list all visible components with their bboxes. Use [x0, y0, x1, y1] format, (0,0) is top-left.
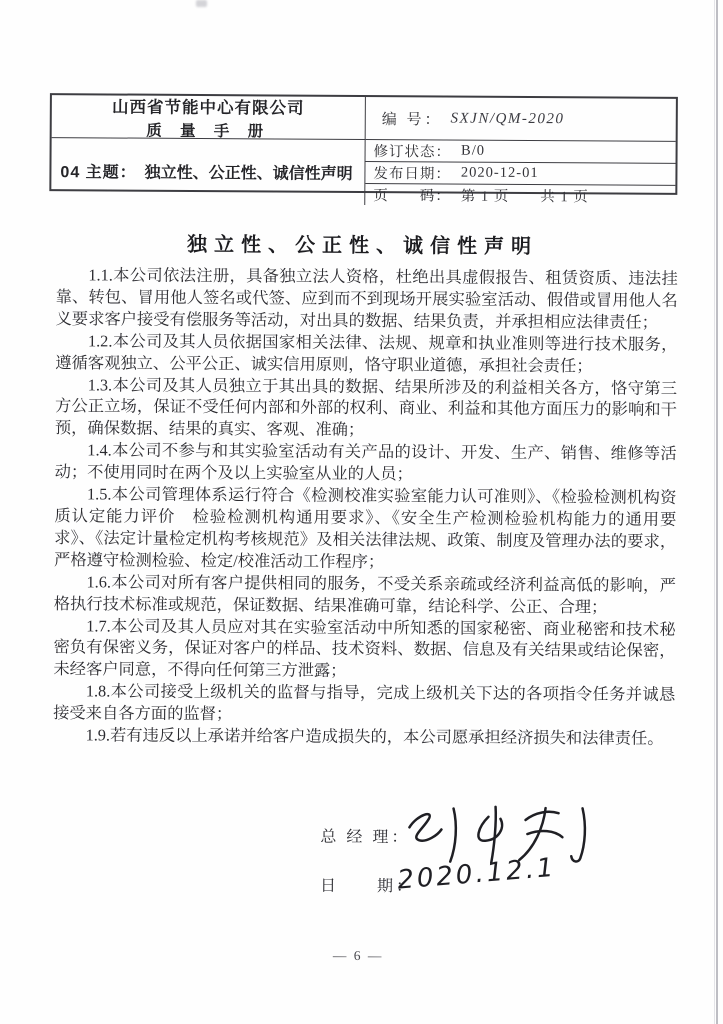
revision-status-row: [366, 140, 676, 164]
manual-title: 质 量 手 册: [146, 122, 271, 140]
header-company-cell: [52, 95, 366, 140]
revision-status-value: B/0: [461, 142, 486, 159]
declaration-paragraph-2: 1.2.本公司及其人员依据国家相关法律、法规、规章和执业准则等进行技术服务，遵循客观独立、公平公正、诚实信用原则，恪守职业道德，承担社会责任；: [55, 331, 678, 376]
doc-no-value: SXJN/QM-2020: [450, 110, 565, 127]
revision-status-label: 修订状态：: [373, 144, 452, 161]
page-code-value: 第 1 页 共 1 页: [460, 188, 589, 206]
declaration-paragraph-9: 1.9.若有违反以上承诺并给客户造成损失的，本公司愿承担经济损失和法律责任。: [85, 725, 664, 748]
doc-no-label: 编 号：: [381, 111, 443, 128]
page-code-label: 页 码：: [373, 188, 451, 205]
general-manager-label: 总 经 理：: [320, 828, 411, 847]
declaration-paragraph-8: 1.8.本公司接受上级机关的监督与指导，完成上级机关下达的各项指令任务并诚恳接受来自各方面的监督；: [53, 681, 676, 724]
declaration-paragraph-4: 1.4.本公司不参与和其实验室活动有关产品的设计、开发、生产、销售、维修等活动；不使用同时在两个及以上实验室从业的人员；: [54, 440, 677, 484]
topic-label: 04 主题：: [60, 164, 137, 182]
release-date-row: [365, 162, 675, 186]
page-number: — 6 —: [332, 947, 384, 964]
declaration-paragraph-6: 1.6.本公司对所有客户提供相同的服务，不受关系亲疏或经济利益高低的影响，严格执行技术标准或规范，保证数据、结果准确可靠，结论科学、公正、合理；: [53, 572, 676, 617]
header-topic-cell: [51, 138, 365, 205]
document-title: 独立性、公正性、诚信性声明: [186, 233, 539, 259]
declaration-body: [53, 264, 678, 750]
release-date-value: 2020-12-01: [460, 164, 539, 182]
date-handwriting: 2020.12.1: [396, 852, 558, 896]
company-name: 山西省节能中心有限公司: [112, 97, 305, 118]
header-docno-cell: [366, 97, 676, 142]
scan-edge-line-soft: [714, 0, 715, 1024]
page-code-row: [365, 184, 675, 207]
declaration-paragraph-1: 1.1.本公司依法注册，具备独立法人资格，杜绝出具虚假报告、租赁资质、违法挂靠、转包、冒用他人签名或代签、应到而不到现场开展实验室活动、假借或冒用他人名义要求客户接受有偿服务等活动，对出具的数据、结果负责，并承担相应法律责任；: [55, 265, 678, 332]
date-label: 日 期：: [320, 877, 416, 896]
declaration-paragraph-7: 1.7.本公司及其人员应对其在实验室活动中所知悉的国家秘密、商业秘密和技术秘密负有保密义务，保证对客户的样品、技术资料、数据、信息及有关结果或结论保密，未经客户同意，不得向任何第三方泄露；: [53, 615, 676, 681]
header-table: [49, 93, 678, 206]
header-meta-rows: [365, 140, 675, 207]
topic-text: 独立性、公正性、诚信性声明: [144, 164, 353, 183]
scan-edge-line: [716, 0, 718, 1024]
declaration-paragraph-3: 1.3.本公司及其人员独立于其出具的数据、结果所涉及的利益相关各方，恪守第三方公正立场，保证不受任何内部和外部的权利、商业、利益和其他方面压力的影响和干预，确保数据、结果的真实、客观、准确；: [54, 374, 678, 440]
release-date-label: 发布日期：: [373, 166, 451, 183]
declaration-paragraph-5: 1.5.本公司管理体系运行符合《检测校准实验室能力认可准则》、《检验检测机构资质认定能力评价 检验检测机构通用要求》、《安全生产检测检验机构能力的通用要求》、《法定计量检定机构考核规范》及相关法律法规、政策、制度及管理办法的要求，严格遵守检测检验、检定/校准活动工作程序；: [54, 484, 677, 571]
